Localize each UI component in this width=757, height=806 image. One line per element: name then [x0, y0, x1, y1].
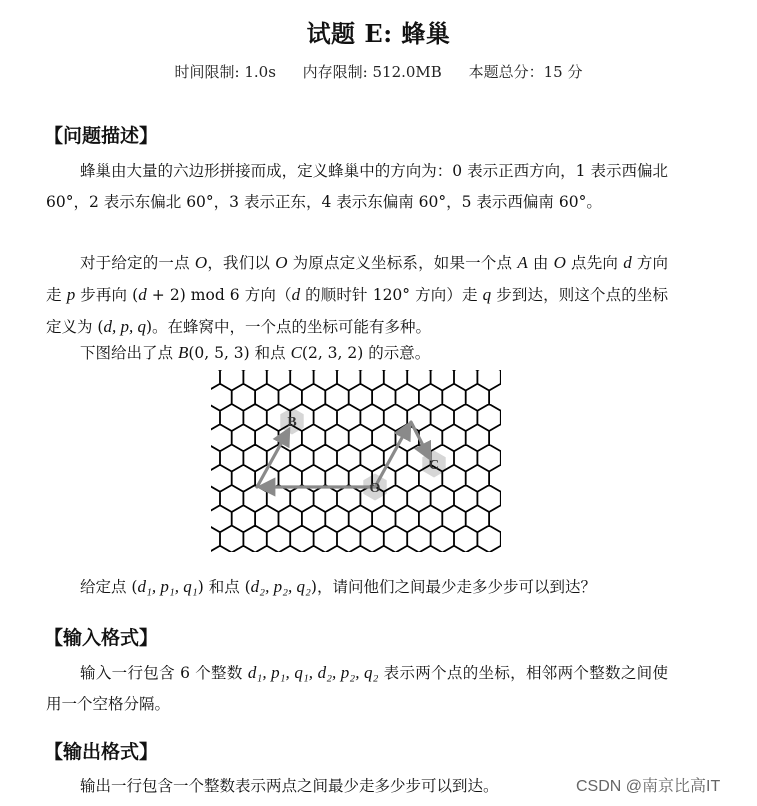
- arrow-2: [375, 425, 409, 487]
- description-text-3: 下图给出了点 B(0, 5, 3) 和点 C(2, 3, 2) 的示意。: [80, 343, 431, 362]
- output-text: 输出一行包含一个整数表示两点之间最少走多少步可以到达。: [80, 777, 499, 795]
- arrow-1: [257, 431, 288, 487]
- point-label-o: O: [369, 481, 381, 496]
- memory-limit: 内存限制: 512.0MB: [302, 63, 442, 81]
- input-text: 输入一行包含 6 个整数 d₁, p₁, q₁, d₂, p₂, q₂ 表示两个点的坐标，相邻两个整数之间使用一个空格分隔。: [46, 663, 668, 713]
- problem-meta: [0, 61, 757, 82]
- section-heading-description: 【问题描述】: [44, 125, 159, 147]
- description-text-1: 蜂巢由大量的六边形拼接而成，定义蜂巢中的方向为：0 表示正西方向，1 表示西偏北 60°，2 表示东偏北 60°，3 表示正东，4 表示东偏南 60°，5 表示西偏南 60°。: [46, 162, 668, 211]
- output-paragraph: [46, 771, 586, 802]
- input-paragraph: [46, 657, 668, 720]
- description-paragraph-2: [46, 247, 668, 343]
- description-paragraph-4: [46, 571, 668, 603]
- section-heading-output: 【输出格式】: [44, 741, 159, 763]
- description-text-4: 给定点 (d₁, p₁, q₁) 和点 (d₂, p₂, q₂)，请问他们之间最少走多少步可以到达？: [80, 577, 596, 596]
- path-arrows: [257, 422, 429, 487]
- hex-grid: [205, 365, 505, 557]
- honeycomb-figure: [205, 365, 505, 557]
- section-heading-input: 【输入格式】: [44, 627, 159, 649]
- description-text-2: 对于给定的一点 O，我们以 O 为原点定义坐标系，如果一个点 A 由 O 点先向 d 方向走 p 步再向 (d + 2) mod 6 方向（d 的顺时针 120° 方向）走 q 步到达，则这个点的坐标定义为 (d, p, q)。在蜂窝中，一个点的坐标可能有多种。: [46, 253, 668, 336]
- time-limit: 时间限制: 1.0s: [174, 63, 276, 81]
- point-label-b: B: [287, 415, 297, 430]
- watermark: CSDN @南京比高IT: [576, 778, 721, 795]
- total-score: 本题总分：15 分: [468, 63, 583, 81]
- point-label-c: C: [428, 458, 440, 473]
- page-title: 试题 E: 蜂巢: [306, 19, 451, 48]
- description-paragraph-1: [46, 156, 668, 218]
